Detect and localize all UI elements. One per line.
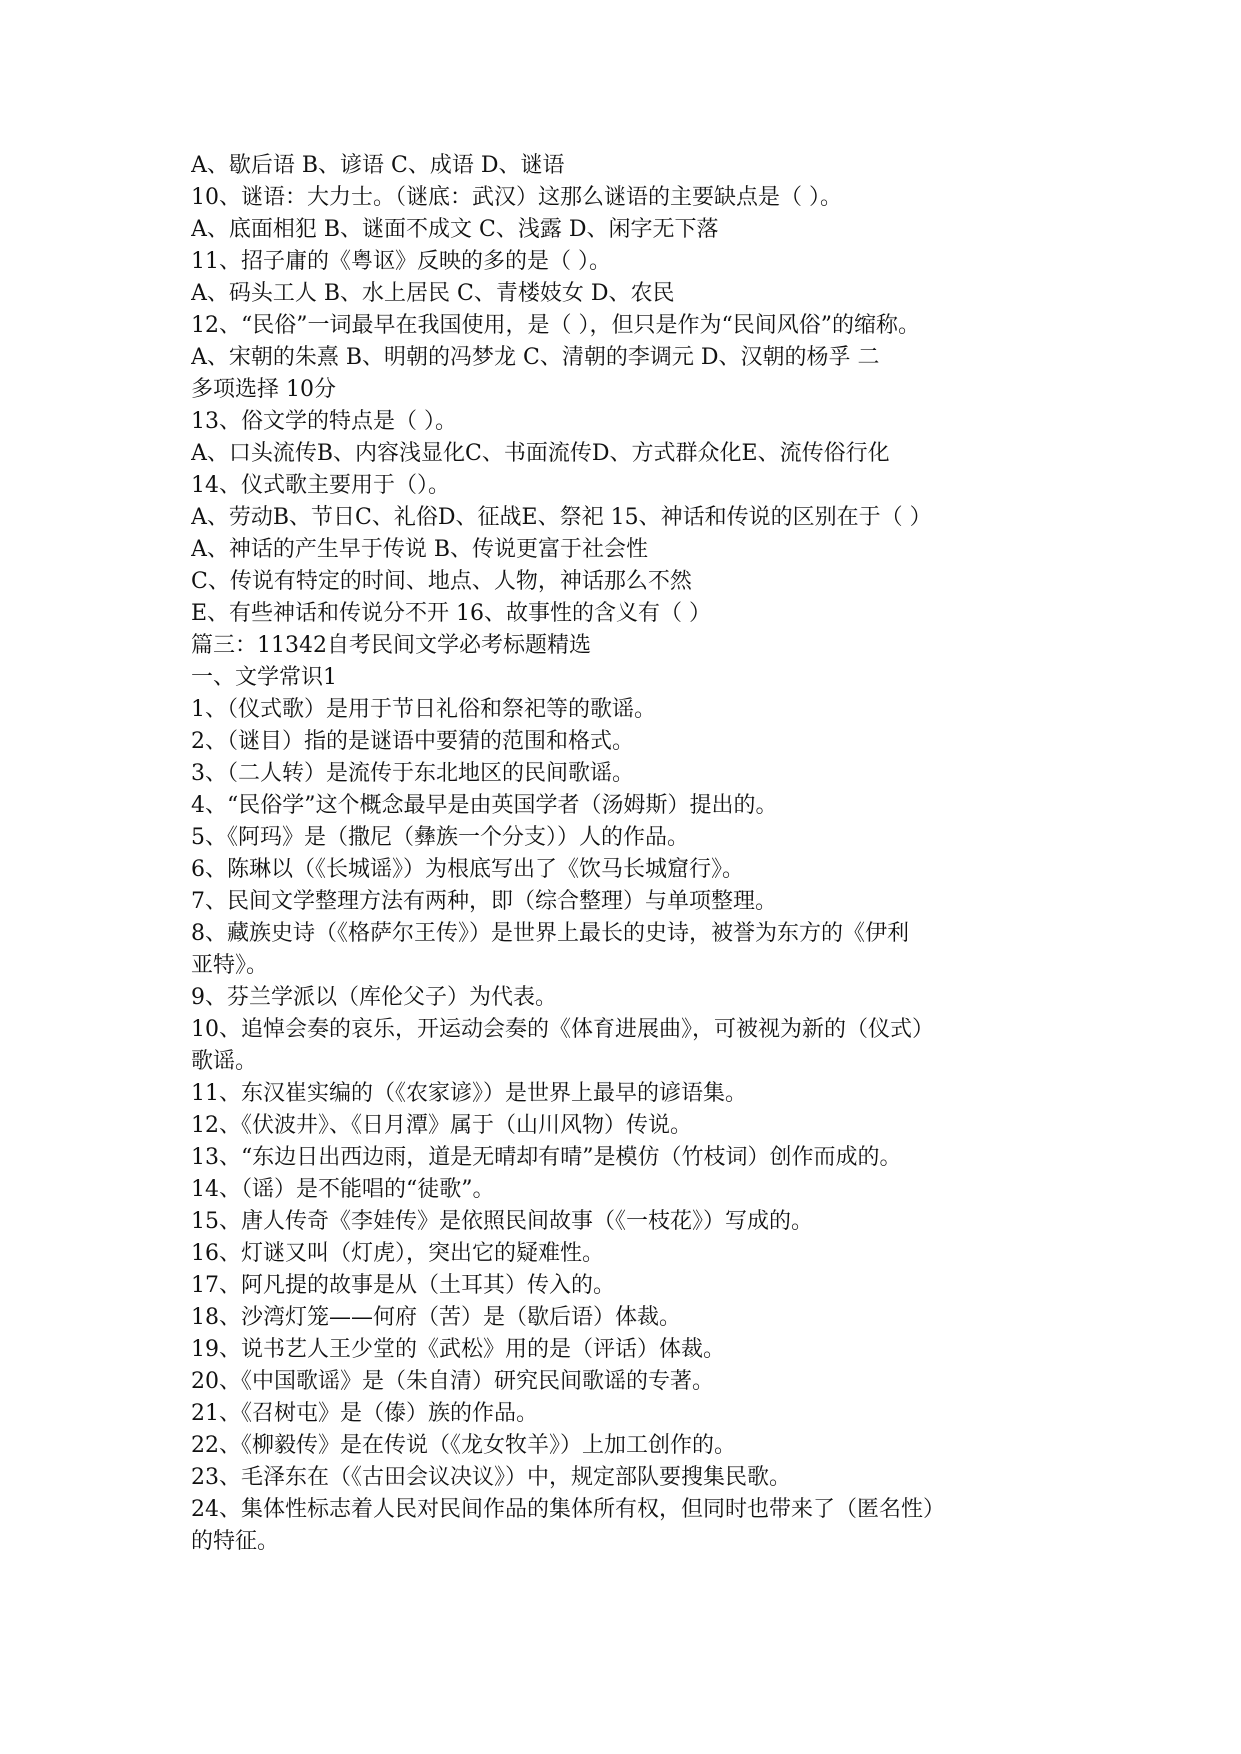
- text-line: 6、陈琳以（《长城谣》）为根底写出了《饮马长城窟行》。: [191, 857, 744, 882]
- section-heading: 篇三：11342自考民间文学必考标题精选: [191, 633, 591, 658]
- text-line: 21、《召树屯》是（傣）族的作品。: [191, 1401, 538, 1426]
- text-line: 11、招子庸的《粤讴》反映的多的是（ ）。: [191, 249, 611, 274]
- text-line: 23、毛泽东在（《古田会议决议》）中，规定部队要搜集民歌。: [191, 1465, 791, 1490]
- text-line: 19、说书艺人王少堂的《武松》用的是（评话）体裁。: [191, 1337, 725, 1362]
- text-line: 亚特》。: [191, 953, 269, 978]
- text-line: 10、谜语：大力士。（谜底：武汉）这那么谜语的主要缺点是（ ）。: [191, 185, 842, 210]
- text-line: 11、东汉崔实编的（《农家谚》）是世界上最早的谚语集。: [191, 1081, 747, 1106]
- text-line: 20、《中国歌谣》是（朱自清）研究民间歌谣的专著。: [191, 1369, 714, 1394]
- text-line: A、宋朝的朱熹 B、明朝的冯梦龙 C、清朝的李调元 D、汉朝的杨孚 二: [191, 345, 880, 370]
- text-line: A、歇后语 B、谚语 C、成语 D、谜语: [191, 153, 565, 178]
- text-line: 13、俗文学的特点是（ ）。: [191, 409, 457, 434]
- text-line: 14、（谣）是不能唱的“徒歌”。: [191, 1177, 495, 1202]
- text-line: 多项选择 10分: [191, 377, 336, 402]
- text-line: C、传说有特定的时间、地点、人物，神话那么不然: [191, 569, 692, 594]
- text-line: 1、（仪式歌）是用于节日礼俗和祭祀等的歌谣。: [191, 697, 656, 722]
- text-line: 13、“东边日出西边雨，道是无晴却有晴”是模仿（竹枝词）创作而成的。: [191, 1145, 902, 1170]
- text-line: 12、“民俗”一词最早在我国使用，是（ ），但只是作为“民间风俗”的缩称。: [191, 313, 920, 338]
- text-line: 8、藏族史诗（《格萨尔王传》）是世界上最长的史诗，被誉为东方的《伊利: [191, 921, 909, 946]
- text-line: 14、仪式歌主要用于（）。: [191, 473, 450, 498]
- text-line: 15、唐人传奇《李娃传》是依照民间故事（《一枝花》）写成的。: [191, 1209, 813, 1234]
- text-line: 歌谣。: [191, 1049, 258, 1074]
- text-line: 9、芬兰学派以（库伦父子）为代表。: [191, 985, 557, 1010]
- text-line: 16、灯谜又叫（灯虎），突出它的疑难性。: [191, 1241, 604, 1266]
- text-line: 22、《柳毅传》是在传说（《龙女牧羊》）上加工创作的。: [191, 1433, 736, 1458]
- text-line: 12、《伏波井》、《日月潭》属于（山川风物）传说。: [191, 1113, 692, 1138]
- text-line: 2、（谜目）指的是谜语中要猜的范围和格式。: [191, 729, 634, 754]
- text-line: A、码头工人 B、水上居民 C、青楼妓女 D、农民: [191, 281, 675, 306]
- text-line: 18、沙湾灯笼——何府（苦）是（歇后语）体裁。: [191, 1305, 681, 1330]
- text-line: A、神话的产生早于传说 B、传说更富于社会性: [191, 537, 649, 562]
- text-line: A、口头流传B、内容浅显化C、书面流传D、方式群众化E、流传俗行化: [191, 441, 890, 466]
- text-line: A、劳动B、节日C、礼俗D、征战E、祭祀 15、神话和传说的区别在于（ ）: [191, 505, 932, 530]
- text-line: 3、（二人转）是流传于东北地区的民间歌谣。: [191, 761, 634, 786]
- subsection-heading: 一、文学常识1: [191, 665, 337, 690]
- text-line: 17、阿凡提的故事是从（土耳其）传入的。: [191, 1273, 615, 1298]
- text-line: 的特征。: [191, 1529, 280, 1554]
- text-line: 4、“民俗学”这个概念最早是由英国学者（汤姆斯）提出的。: [191, 793, 778, 818]
- text-line: 5、《阿玛》是（撒尼（彝族一个分支））人的作品。: [191, 825, 689, 850]
- text-line: 7、民间文学整理方法有两种，即（综合整理）与单项整理。: [191, 889, 777, 914]
- text-line: E、有些神话和传说分不开 16、故事性的含义有（ ）: [191, 601, 712, 626]
- text-line: 24、集体性标志着人民对民间作品的集体所有权，但同时也带来了（匿名性）: [191, 1497, 945, 1522]
- text-line: A、底面相犯 B、谜面不成文 C、浅露 D、闲字无下落: [191, 217, 719, 242]
- document-body: [191, 150, 1051, 1558]
- text-line: 10、追悼会奏的哀乐，开运动会奏的《体育进展曲》，可被视为新的（仪式）: [191, 1017, 934, 1042]
